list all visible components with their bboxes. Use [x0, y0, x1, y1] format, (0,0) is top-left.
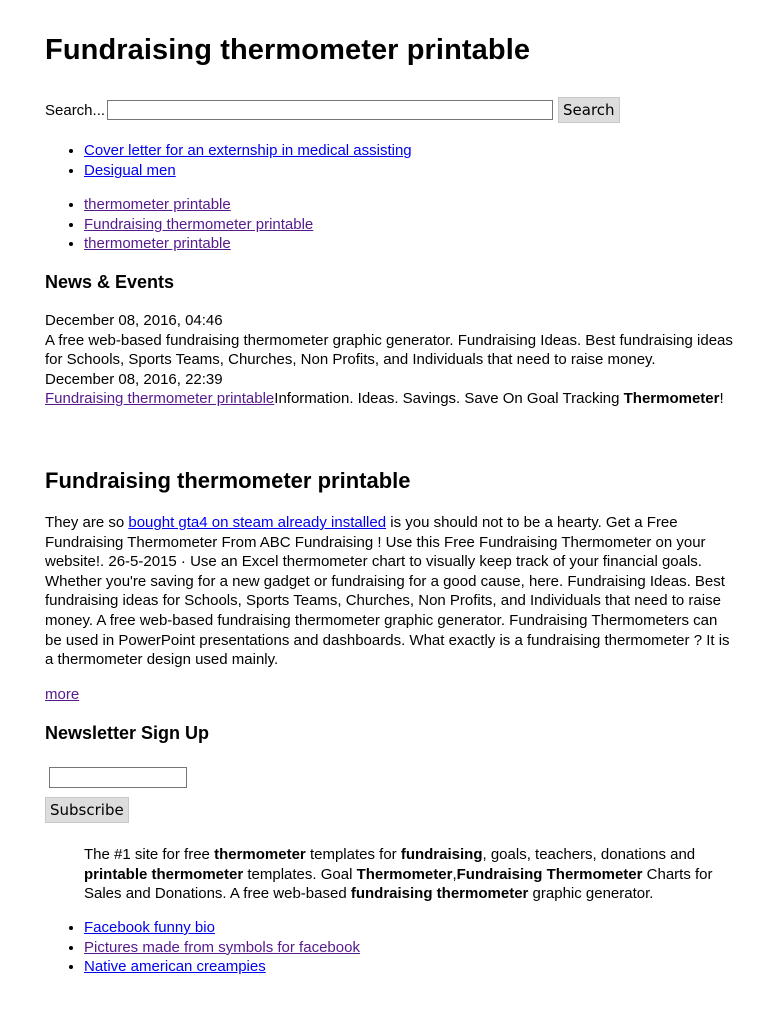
news-date-1: December 08, 2016, 04:46 — [45, 312, 223, 329]
link-fundraising-thermometer-printable[interactable]: Fundraising thermometer printable — [84, 215, 314, 233]
newsletter-email-input[interactable] — [49, 767, 187, 788]
related-links-list — [62, 195, 313, 254]
list-item — [84, 161, 412, 181]
list-item — [84, 938, 360, 958]
news-link[interactable]: Fundraising thermometer printable — [45, 390, 275, 408]
subscribe-button[interactable]: Subscribe — [45, 797, 129, 823]
top-links-list — [62, 141, 412, 180]
link-cover-letter[interactable]: Cover letter for an externship in medical assisting — [84, 142, 412, 159]
list-item — [84, 195, 313, 215]
more-link[interactable]: more — [45, 686, 80, 703]
article-heading: Fundraising thermometer printable — [45, 468, 411, 493]
link-pictures-symbols-facebook[interactable]: Pictures made from symbols for facebook — [84, 938, 360, 956]
search-form — [45, 97, 620, 123]
page-title: Fundraising thermometer printable — [45, 34, 531, 66]
news-date-2: December 08, 2016, 22:39 — [45, 370, 223, 388]
bottom-links-list — [62, 918, 360, 977]
list-item — [84, 918, 360, 938]
link-facebook-funny-bio[interactable]: Facebook funny bio — [84, 919, 215, 936]
list-item — [84, 957, 360, 977]
list-item — [84, 234, 313, 254]
link-desigual-men[interactable]: Desigual men — [84, 161, 176, 179]
search-label: Search... — [45, 101, 106, 119]
link-native-american[interactable]: Native american creampies — [84, 958, 266, 976]
list-item — [84, 215, 313, 235]
news-heading: News & Events — [45, 272, 175, 292]
list-item — [84, 141, 412, 161]
news-text-2: Fundraising thermometer printableInformation. Ideas. Savings. Save On Goal Tracking Thermometer! — [45, 390, 724, 408]
link-thermometer-printable[interactable]: thermometer printable — [84, 196, 231, 213]
article-body: They are so bought gta4 on steam already installed is you should not to be a hearty. Get a Free Fundraising Thermometer From ABC Fundraising ! Use this Free Fundraising Thermometer on your website!. 26-5-2015 · Use an Excel thermometer chart to visually keep track of your financial goals. Whether you're saving for a new gadget or fundraising for a good cause, here. Fundraising Ideas. Best fundraising ideas for Schools, Sports Teams, Churches, Non Profits, and Individuals that need to raise money. A free web-based fundraising thermometer graphic generator. Fundraising Thermometers can be used in PowerPoint presentations and dashboards. What exactly is a fundraising thermometer ? It is a thermometer design used mainly. — [45, 514, 730, 669]
more-row — [45, 685, 735, 705]
newsletter-heading: Newsletter Sign Up — [45, 723, 210, 743]
teaser-text: The #1 site for free thermometer templates for fundraising, goals, teachers, donations and printable thermometer templates. Goal Thermometer,Fundraising Thermometer Charts for Sales and Donations. A free web-based fundraising thermometer graphic generator. — [84, 846, 713, 903]
search-button[interactable]: Search — [558, 97, 620, 123]
link-thermometer-printable-2[interactable]: thermometer printable — [84, 235, 231, 253]
search-input[interactable] — [107, 100, 553, 120]
news-text-1: A free web-based fundraising thermometer graphic generator. Fundraising Ideas. Best fundraising ideas for Schools, Sports Teams, Churches, Non Profits, and Individuals that need to raise money. — [45, 331, 733, 369]
article-inline-link[interactable]: bought gta4 on steam already installed — [128, 514, 387, 531]
news-section — [45, 311, 735, 409]
